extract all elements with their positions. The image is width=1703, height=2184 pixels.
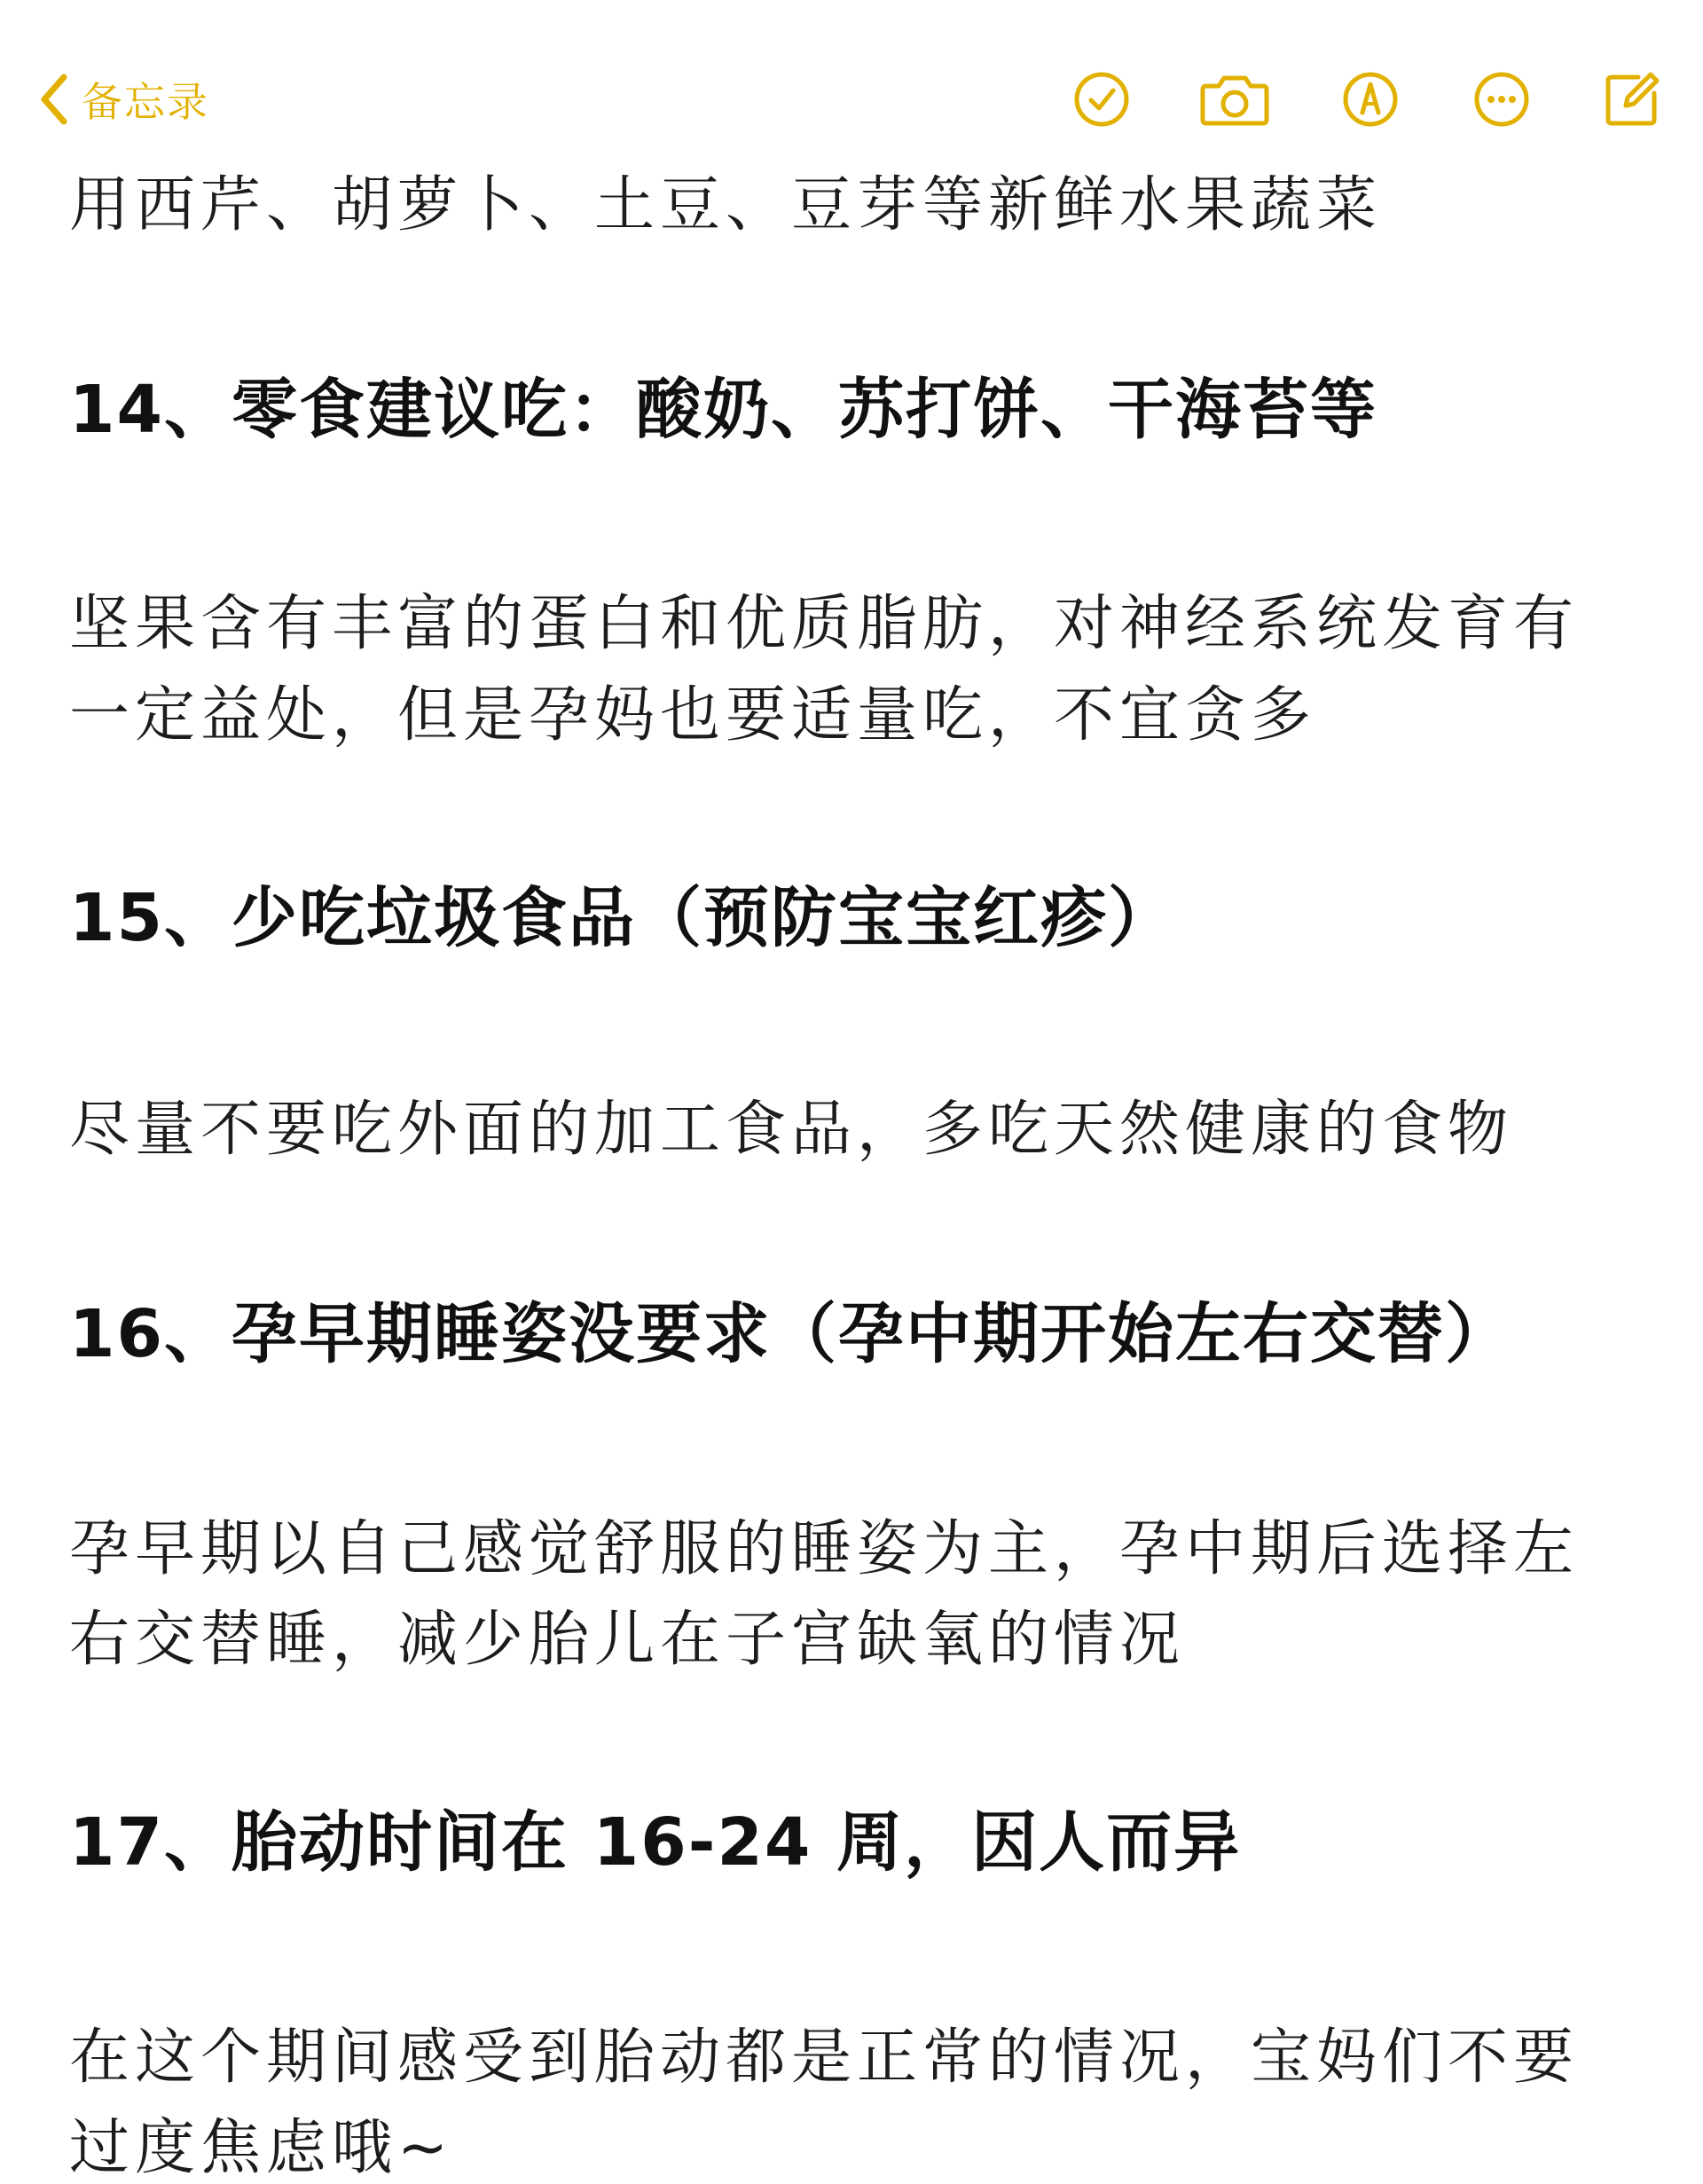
camera-icon (1199, 70, 1270, 132)
section-body-line: 坚果含有丰富的蛋白和优质脂肪，对神经系统发育有 (69, 589, 1580, 659)
section-heading-15: 15、少吃垃圾食品（预防宝宝红疹） (69, 880, 1175, 956)
section-body-line: 右交替睡，减少胎儿在子宫缺氧的情况 (69, 1605, 1186, 1675)
section-body-line: 孕早期以自己感觉舒服的睡姿为主，孕中期后选择左 (69, 1514, 1580, 1584)
nav-bar (0, 0, 1703, 169)
section-body-line: 在这个期间感受到胎动都是正常的情况，宝妈们不要 (69, 2023, 1580, 2093)
section-heading-14: 14、零食建议吃：酸奶、苏打饼、干海苔等 (69, 372, 1377, 448)
compose-button[interactable] (1597, 66, 1668, 137)
more-button[interactable] (1466, 66, 1537, 137)
section-heading-17: 17、胎动时间在 16-24 周，因人而异 (69, 1804, 1242, 1881)
section-body-line: 过度焦虑哦~ (69, 2113, 453, 2183)
back-label: 备忘录 (82, 78, 209, 126)
checklist-button[interactable] (1066, 66, 1137, 137)
back-button[interactable] (39, 64, 209, 135)
markup-icon (1341, 70, 1400, 132)
section-heading-16: 16、孕早期睡姿没要求（孕中期开始左右交替） (69, 1296, 1512, 1372)
chevron-left-icon (39, 74, 69, 125)
section-body-line: 尽量不要吃外面的加工食品，多吃天然健康的食物 (69, 1095, 1514, 1165)
section-body-line: 一定益处，但是孕妈也要适量吃，不宜贪多 (69, 680, 1317, 750)
camera-button[interactable] (1199, 66, 1270, 137)
checklist-icon (1072, 70, 1131, 132)
markup-button[interactable] (1335, 66, 1406, 137)
more-icon (1472, 70, 1531, 132)
note-intro-line: 用西芹、胡萝卜、土豆、豆芽等新鲜水果蔬菜 (69, 170, 1383, 240)
compose-icon (1603, 70, 1661, 132)
